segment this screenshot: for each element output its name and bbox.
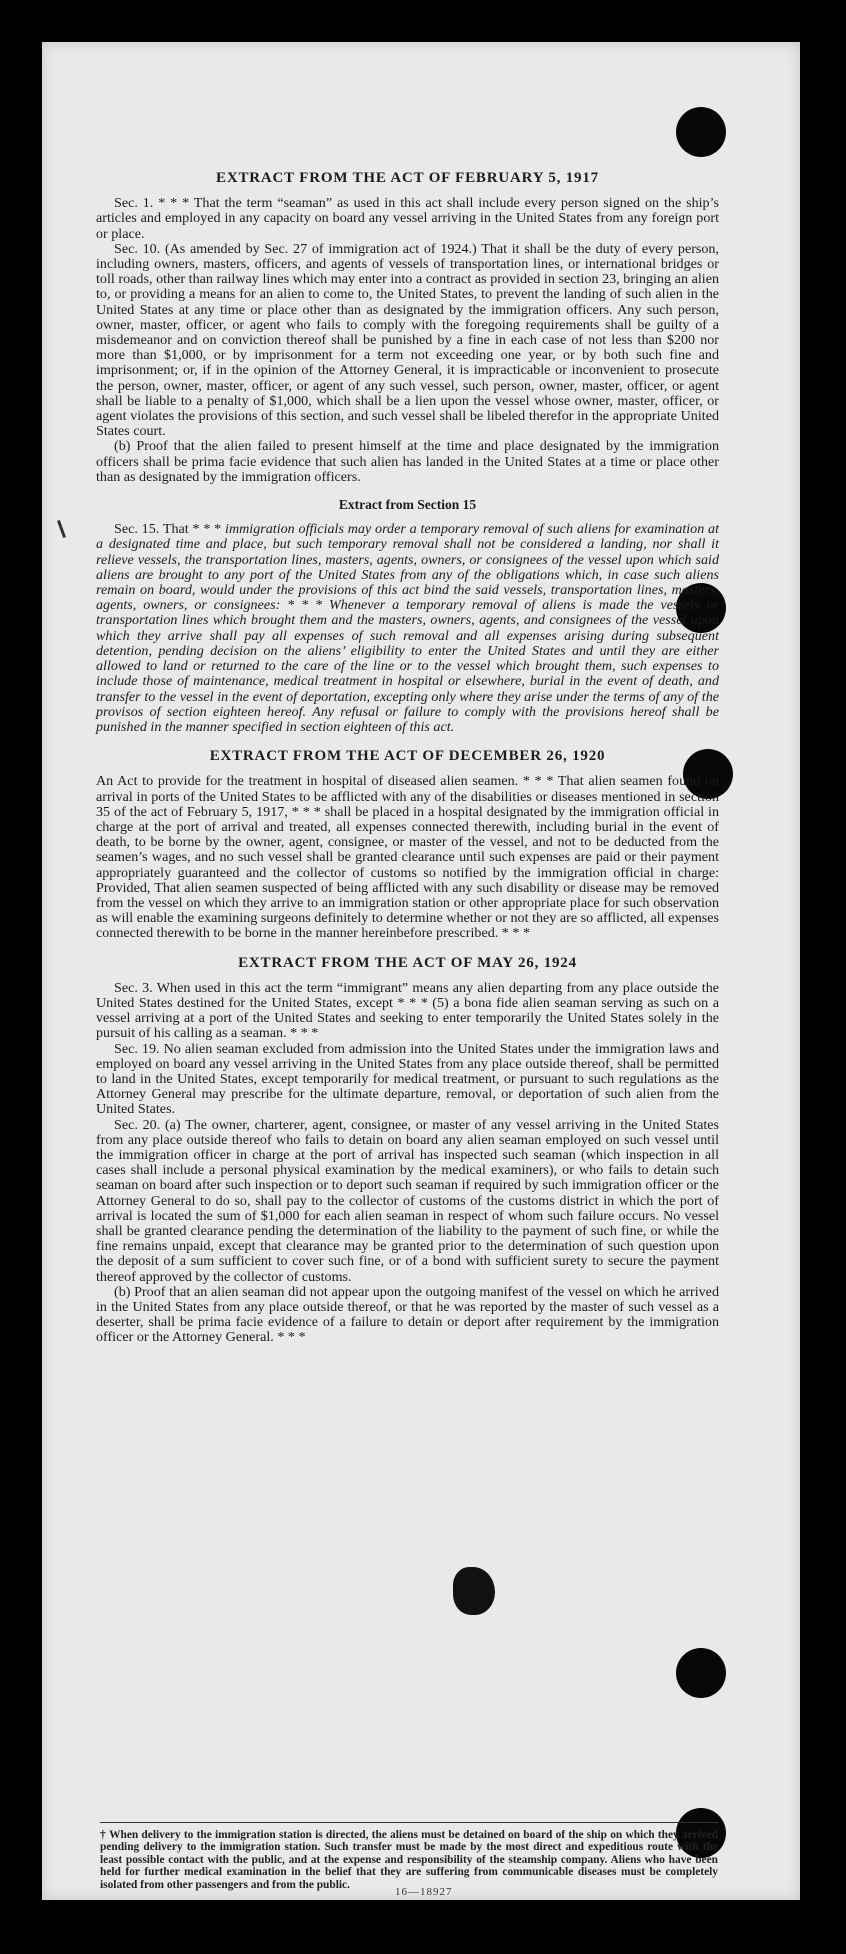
paragraph-sec-15 [96,522,719,735]
subheading-section-15: Extract from Section 15 [338,497,477,513]
paragraph-sec-3: Sec. 3. When used in this act the term “immigrant” means any alien departing from any place outside the United States destined for the United States, except * * * (5) a bona fide alien seaman serving as such on a vessel arriving at a port of the United States and seeking to enter temporarily the United States solely in the pursuit of his calling as a seaman. * * * [96,979,719,1042]
ink-blot [453,1567,495,1615]
sec-15-italic-text: immigration officials may order a temporary removal of such aliens for examination at a designated time and place, but such temporary removal shall not be considered a landing, nor shall it relieve vessels, the transportation lines, masters, agents, owners, or consignees of the vessel upon which said aliens are brought to any port of the United States from any of the obligations which, in case such aliens remain on board, would under the provisions of this act bind the said vessels, transportation lines, masters, agents, owners, or consignees: * * * Whenever a temporary removal of aliens is made the vessels or transportation lines which brought them and the masters, owners, agents, and consignees of the vessel upon which they arrive shall pay all expenses of such removal and all expenses arising during subsequent detention, pending decision on the aliens’ eligibility to enter the United States and until they are either allowed to land or returned to the care of the line or to the vessel which brought them, such expenses to include those of maintenance, medical treatment in hospital or elsewhere, burial in the event of death, and transfer to the vessel in the event of deportation, excepting only where they arise under the terms of any of the provisos of section eighteen hereof. Any refusal or failure to comply with the provisions hereof shall be punished in the manner specified in section eighteen of this act. [96,521,720,735]
punch-hole [676,107,726,157]
paragraph-sec-10-b: (b) Proof that the alien failed to present himself at the time and place designated by the immigration officers shall be prima facie evidence that such alien has landed in the United States at a time or place other than as designated by the immigration officers. [96,438,719,485]
document-body [96,171,719,1346]
section-heading-1924: EXTRACT FROM THE ACT OF MAY 26, 1924 [238,954,577,971]
sec-15-lead: Sec. 15. That * * * [114,521,226,538]
paragraph-act-1920: An Act to provide for the treatment in hospital of diseased alien seamen. * * * That alien seamen found on arrival in ports of the United States to be afflicted with any of the disabilities or diseases mentioned in section 35 of the act of February 5, 1917, * * * shall be placed in a hospital designated by the immigration official in charge at the port of arrival and treated, all expenses connected therewith, including burial in the event of death, to be borne by the owner, agent, consignee, or master of the vessel, and not to be deducted from the seamen’s wages, and no such vessel shall be granted clearance until such expenses are paid or their payment appropriately guaranteed and the collector of customs so notified by the immigration official in charge: Provided, That alien seamen suspected of being afflicted with any such disability or disease may be removed from the vessel on which they arrive to an immigration station or other appropriate place for such observation as will enable the examining surgeons definitely to determine whether or not they are so afflicted, all expenses connected therewith to be borne in the manner hereinbefore prescribed. * * * [96,773,719,942]
section-heading-1917: EXTRACT FROM THE ACT OF FEBRUARY 5, 1917 [216,170,599,186]
section-heading-1920: EXTRACT FROM THE ACT OF DECEMBER 26, 1920 [209,748,606,765]
punch-hole [676,1648,726,1698]
paragraph-sec-20-a: Sec. 20. (a) The owner, charterer, agent, consignee, or master of any vessel arriving in the United States from any place outside thereof who fails to detain on board any alien seaman employed on such vessel until the immigration officer in charge at the port of arrival has inspected such seaman (which inspection in all cases shall include a personal physical examination by the medical examiners), or who fails to detain such seaman on board after such inspection or to deport such seaman if required by such immigration officer or the Attorney General to do so, shall pay to the collector of customs of the customs district in which the port of arrival is located the sum of $1,000 for each alien seaman in respect of whom such failure occurs. No vessel shall be granted clearance pending the determination of the liability to the payment of such fine, or while the fine remains unpaid, except that clearance may be granted prior to the determination of such question upon the deposit of a sum sufficient to cover such fine, or of a bond with sufficient surety to secure the payment thereof approved by the collector of customs. [96,1116,719,1285]
footnote: † When delivery to the immigration station is directed, the aliens must be detained on board of the ship on which they arrived pending delivery to the immigration station. Such transfer must be made by the most direct and expeditious route with the least possible contact with the public, and at the expense and responsibility of the steamship company. Aliens who have been held for further medical examination in the belief that they are suffering from communicable diseases must be completely isolated from other passengers and from the public. [100,1822,718,1891]
form-number: 16—18927 [395,1886,453,1898]
paragraph-sec-19: Sec. 19. No alien seaman excluded from admission into the United States under the immigration laws and employed on board any vessel arriving in the United States from any place outside thereof, shall be permitted to land in the United States, except temporarily for medical treatment, or pursuant to such regulations as the Attorney General may prescribe for the ultimate departure, removal, or deportation of such alien from the United States. [96,1040,719,1118]
paragraph-sec-10: Sec. 10. (As amended by Sec. 27 of immigration act of 1924.) That it shall be the duty of every person, including owners, masters, officers, and agents of vessels of transportation lines, or international bridges or toll roads, other than railway lines which may enter into a contract as provided in section 23, bringing an alien to, or providing a means for an alien to come to, the United States, to prevent the landing of such alien in the United States at any time or place other than as designated by the immigration officers. Any such person, owner, master, officer, or agent who fails to comply with the foregoing requirements shall be guilty of a misdemeanor and on conviction thereof shall be punished by a fine in each case of not less than $200 nor more than $1,000, or by imprisonment for a term not exceeding one year, or by both such fine and imprisonment; or, if in the opinion of the Attorney General, it is impracticable or inconvenient to prosecute the person, owner, master, officer, or agent of any such vessel, such person, owner, master, officer, or agent shall be liable to a penalty of $1,000, which shall be a lien upon the vessel whose owner, master, officer, or agent violates the provisions of this section, and such vessel shall be libeled therefor in the appropriate United States court. [96,240,719,440]
paragraph-sec-20-b: (b) Proof that an alien seaman did not appear upon the outgoing manifest of the vessel on which he arrived in the United States from any place outside thereof, or that he was reported by the master of such vessel as a deserter, shall be prima facie evidence of a failure to detain or deport after requirement by the immigration officer or the Attorney General. * * * [96,1283,719,1346]
paragraph-sec-1: Sec. 1. * * * That the term “seaman” as used in this act shall include every person signed on the ship’s articles and employed in any capacity on board any vessel arriving in the United States from any foreign port or place. [96,195,719,242]
